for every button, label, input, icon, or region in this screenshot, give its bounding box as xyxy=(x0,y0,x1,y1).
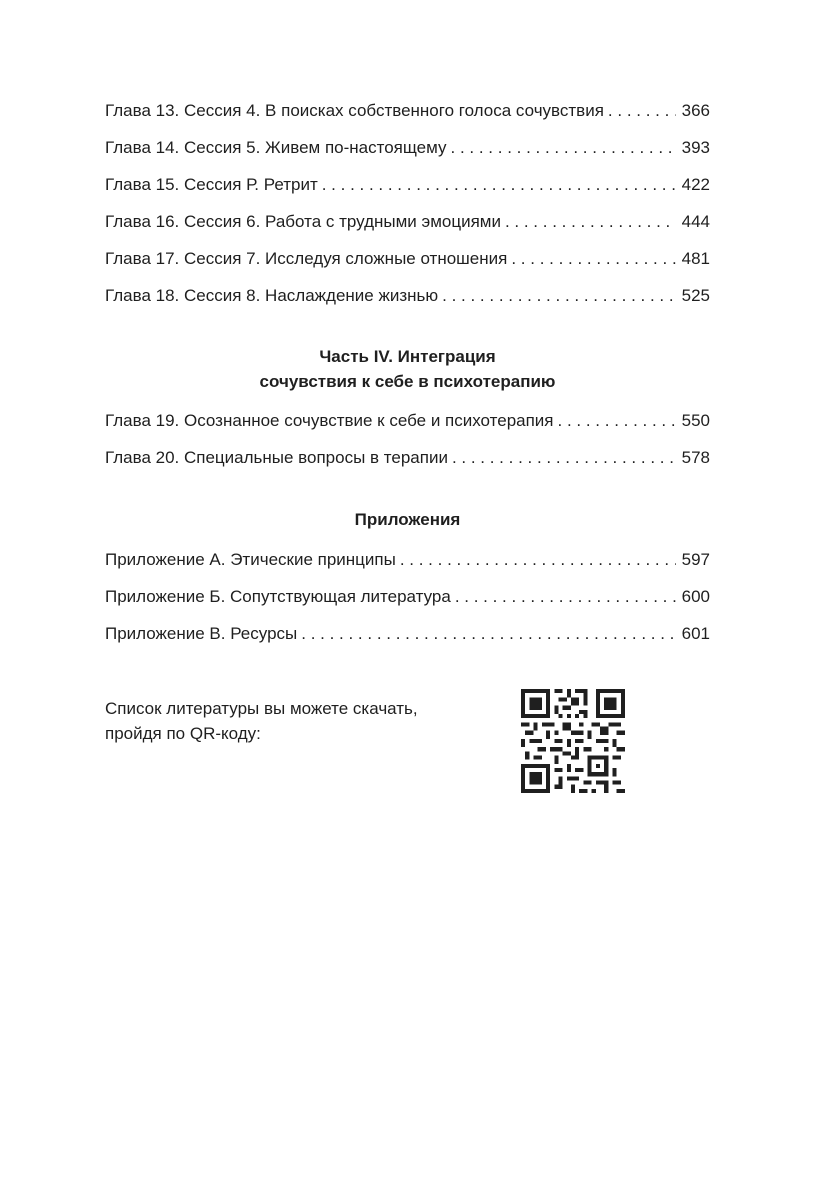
toc-entry-title: Глава 15. Сессия Р. Ретрит xyxy=(105,175,318,194)
toc-entry-page: 601 xyxy=(681,624,710,643)
toc-entry-title: Глава 14. Сессия 5. Живем по-настоящему xyxy=(105,138,447,157)
dot-leader xyxy=(608,101,676,121)
dot-leader xyxy=(301,624,675,644)
qr-note-line1: Список литературы вы можете скачать, xyxy=(105,699,418,718)
toc-entry-page: 481 xyxy=(681,249,710,268)
toc-entry-page: 366 xyxy=(681,101,710,120)
part4-heading-line1: Часть IV. Интеграция xyxy=(319,347,496,366)
toc-entry-page: 444 xyxy=(681,212,710,231)
toc-entry-page: 525 xyxy=(681,286,710,305)
toc-entry-title: Глава 16. Сессия 6. Работа с трудными эмоциями xyxy=(105,212,501,231)
toc-entry[interactable] xyxy=(105,411,710,448)
toc-entry-title: Приложение В. Ресурсы xyxy=(105,624,298,643)
toc-part4-list xyxy=(105,411,710,485)
toc-entry-page: 600 xyxy=(681,587,710,606)
toc-part3-list xyxy=(105,101,710,323)
qr-code-icon[interactable] xyxy=(521,689,625,793)
dot-leader xyxy=(322,175,676,195)
toc-entry-page: 393 xyxy=(681,138,710,157)
toc-entry-title: Приложение Б. Сопутствующая литература xyxy=(105,587,451,606)
toc-entry[interactable] xyxy=(105,175,710,212)
toc-entry[interactable] xyxy=(105,550,710,587)
toc-entry-title: Приложение А. Этические принципы xyxy=(105,550,396,569)
part4-heading-line2: сочувствия к себе в психотерапию xyxy=(259,372,556,391)
toc-entry-title: Глава 17. Сессия 7. Исследуя сложные отношения xyxy=(105,249,508,268)
toc-entry-page: 550 xyxy=(681,411,710,430)
appendices-heading: Приложения xyxy=(354,510,461,529)
toc-entry[interactable] xyxy=(105,212,710,249)
dot-leader xyxy=(442,286,675,306)
toc-entry-page: 422 xyxy=(681,175,710,194)
toc-entry-title: Глава 19. Осознанное сочувствие к себе и психотерапия xyxy=(105,411,554,430)
toc-entry[interactable] xyxy=(105,624,710,661)
toc-entry[interactable] xyxy=(105,138,710,175)
toc-entry[interactable] xyxy=(105,448,710,485)
dot-leader xyxy=(451,138,676,158)
toc-entry-title: Глава 18. Сессия 8. Наслаждение жизнью xyxy=(105,286,439,305)
dot-leader xyxy=(558,411,676,431)
qr-note xyxy=(105,696,485,746)
toc-appendices-list xyxy=(105,550,710,661)
dot-leader xyxy=(400,550,676,570)
qr-note-line2: пройдя по QR-коду: xyxy=(105,724,261,743)
dot-leader xyxy=(455,587,676,607)
toc-entry-page: 578 xyxy=(681,448,710,467)
toc-entry-page: 597 xyxy=(681,550,710,569)
toc-entry[interactable] xyxy=(105,587,710,624)
toc-entry-title: Глава 20. Специальные вопросы в терапии xyxy=(105,448,448,467)
dot-leader xyxy=(511,249,675,269)
toc-entry-title: Глава 13. Сессия 4. В поисках собственного голоса сочувствия xyxy=(105,101,604,120)
dot-leader xyxy=(452,448,676,468)
toc-entry[interactable] xyxy=(105,249,710,286)
toc-entry[interactable] xyxy=(105,101,710,138)
toc-entry[interactable] xyxy=(105,286,710,323)
dot-leader xyxy=(505,212,676,232)
part4-heading xyxy=(105,344,710,394)
